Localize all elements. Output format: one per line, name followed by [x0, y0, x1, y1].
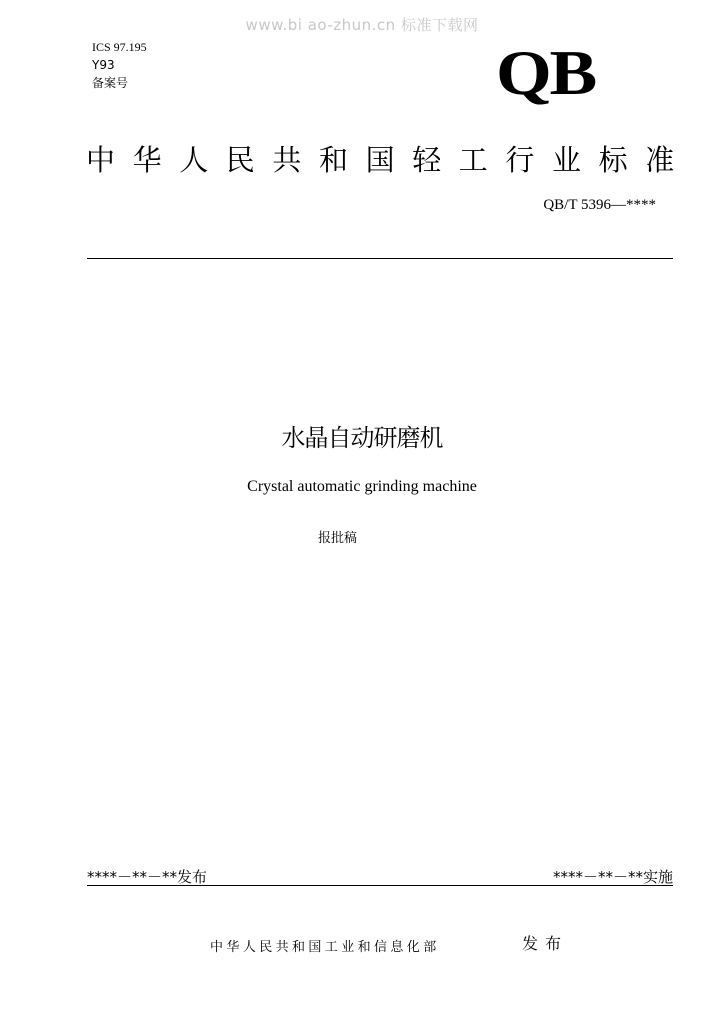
standard-category-title: 中华人民共和国轻工行业标准 [86, 143, 692, 177]
watermark-text: www.bi ao-zhun.cn 标准下载网 [245, 16, 479, 34]
document-title-chinese: 水晶自动研磨机 [281, 424, 443, 452]
header-divider [87, 258, 673, 259]
standard-number: QB/T 5396—**** [543, 197, 656, 213]
issue-label: 发布 [522, 934, 569, 953]
ics-code: ICS 97.195 [92, 40, 147, 54]
document-title-english: Crystal automatic grinding machine [247, 478, 477, 495]
classification-code: Y93 [92, 58, 115, 72]
footer-divider [87, 885, 673, 886]
issue-date: ****－**－**发布 [87, 868, 208, 886]
issuing-authority: 中华人民共和国工业和信息化部 [210, 940, 440, 955]
record-number-label: 备案号 [92, 76, 129, 90]
implementation-date: ****－**－**实施 [552, 868, 673, 886]
qb-logo: QB [496, 37, 596, 108]
draft-status: 报批稿 [318, 531, 358, 546]
